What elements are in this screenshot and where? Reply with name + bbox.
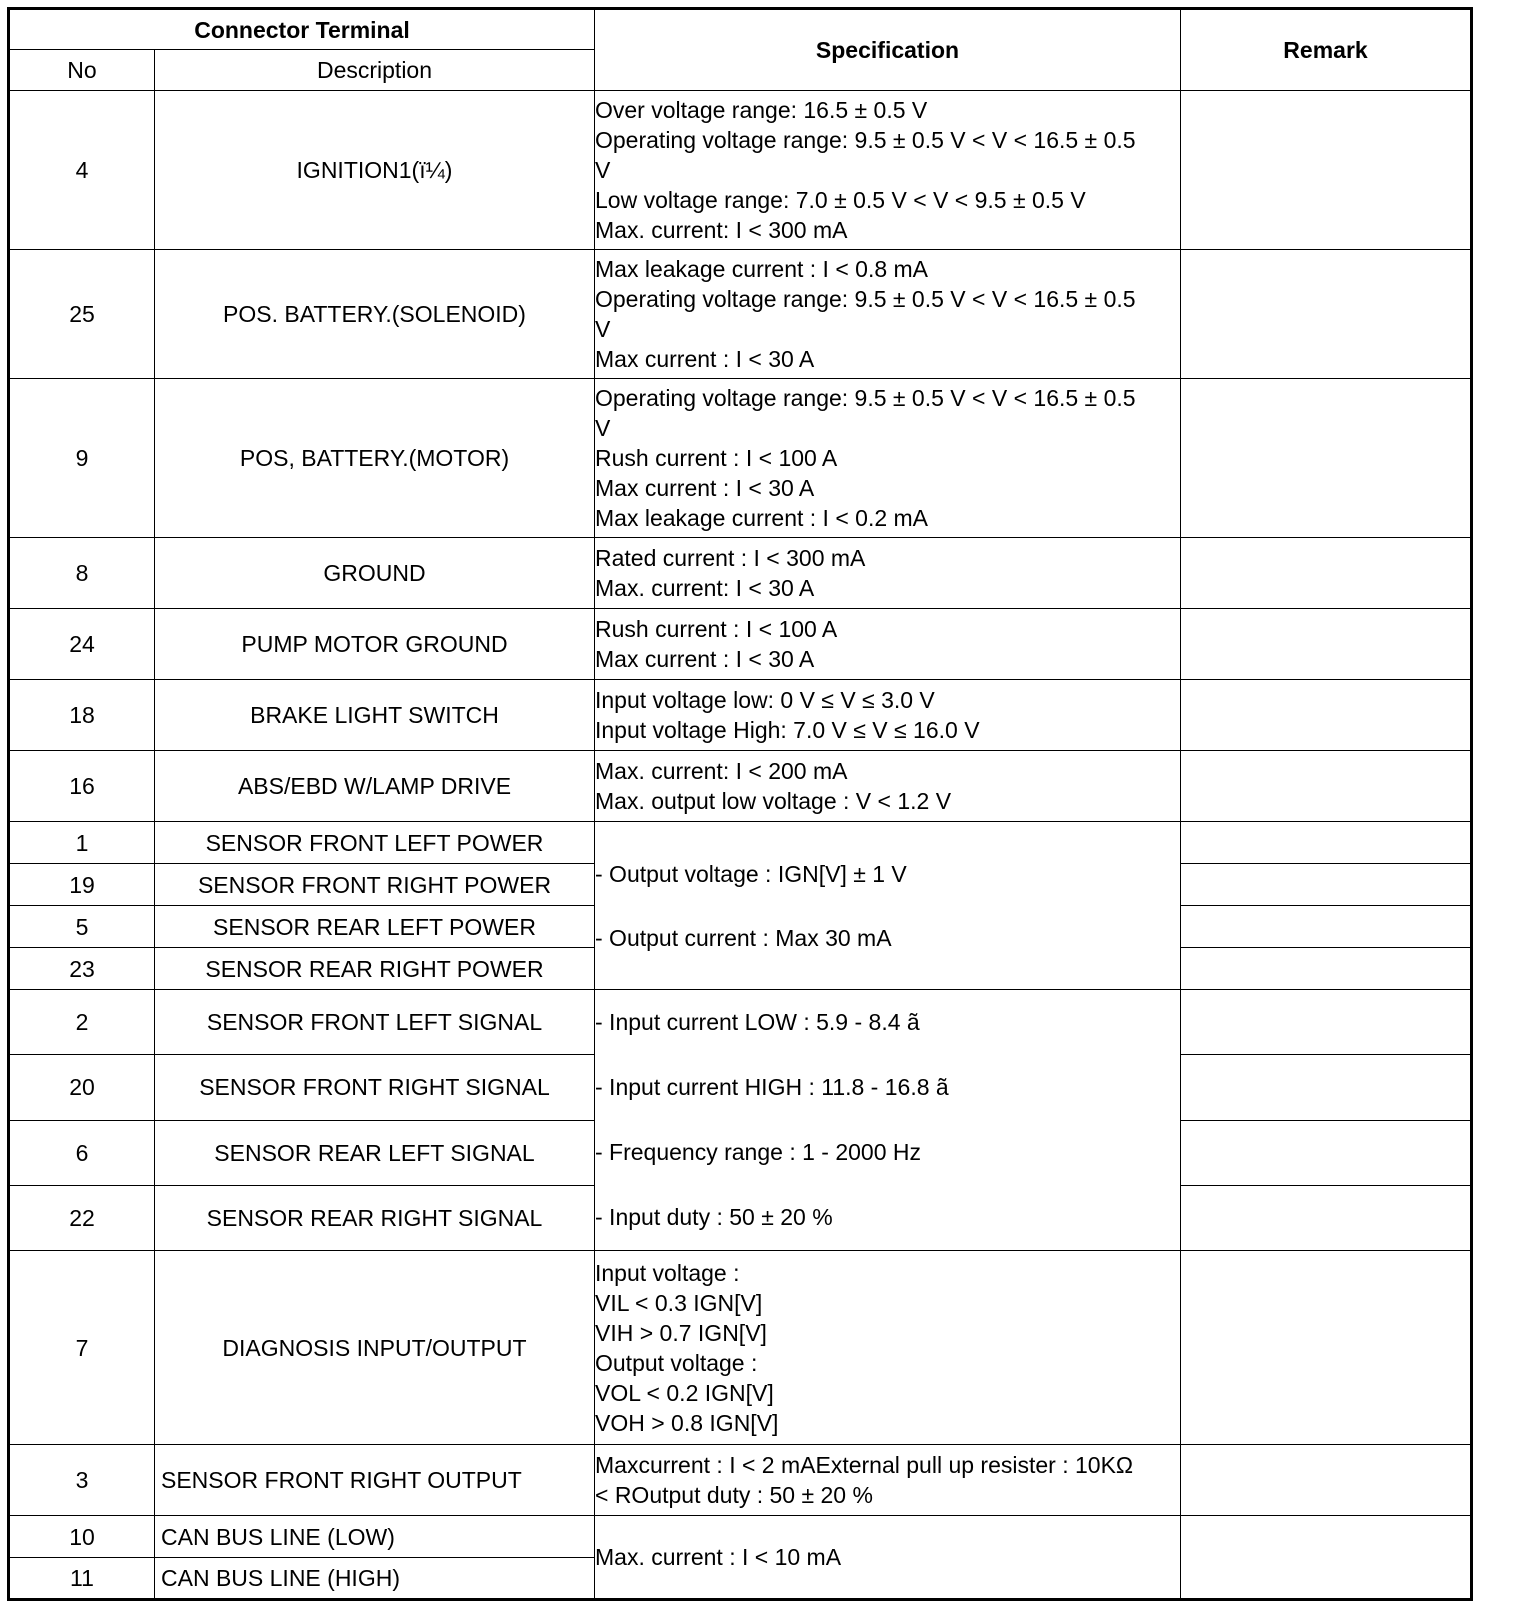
terminal-no: 20 [9,1055,155,1120]
terminal-description: SENSOR REAR RIGHT SIGNAL [155,1185,595,1250]
terminal-description: CAN BUS LINE (HIGH) [155,1558,595,1600]
remark-cell [1181,1185,1472,1250]
no-header: No [9,50,155,91]
remark-cell [1181,906,1472,948]
remark-cell [1181,680,1472,751]
terminal-no: 19 [9,864,155,906]
table-row [9,1445,1472,1516]
spec-line: - Output current : Max 30 mA [595,924,892,951]
spec-line: Max. current: I < 200 mA [595,758,848,784]
remark-cell [1181,948,1472,990]
remark-cell [1181,1516,1472,1600]
spec-line: Maxcurrent : I < 2 mAExternal pull up resister : 10KΩ [595,1452,1134,1478]
specification-cell [595,751,1181,822]
remark-cell [1181,1120,1472,1185]
remark-cell [1181,1445,1472,1516]
spec-line: - Input current LOW : 5.9 - 8.4 ã [595,1009,920,1035]
spec-line: Rush current : I < 100 A [595,616,838,642]
table-row [9,250,1472,379]
table-row [9,680,1472,751]
connector-spec-table [7,7,1473,1601]
spec-line: < ROutput duty : 50 ± 20 % [595,1482,873,1508]
terminal-no: 22 [9,1185,155,1250]
spec-line: Max. output low voltage : V < 1.2 V [595,788,952,814]
spec-line: VOH > 0.8 IGN[V] [595,1409,779,1436]
header-row-top [9,9,1472,50]
table-row [9,379,1472,538]
terminal-no: 1 [9,822,155,864]
spec-line: - Frequency range : 1 - 2000 Hz [595,1139,921,1165]
spec-line: Max. current: I < 300 mA [595,217,848,243]
spec-line: VIH > 0.7 IGN[V] [595,1319,767,1346]
remark-cell [1181,538,1472,609]
spec-line: VIL < 0.3 IGN[V] [595,1289,763,1316]
spec-line: Max. current: I < 30 A [595,575,815,601]
terminal-description: SENSOR FRONT RIGHT POWER [155,864,595,906]
terminal-description: SENSOR REAR RIGHT POWER [155,948,595,990]
terminal-description: POS, BATTERY.(MOTOR) [155,379,595,538]
terminal-no: 8 [9,538,155,609]
remark-cell [1181,1055,1472,1120]
table-row [9,1516,1472,1558]
terminal-description: SENSOR FRONT LEFT POWER [155,822,595,864]
spec-line: Max current : I < 30 A [595,346,815,372]
spec-line: - Output voltage : IGN[V] ± 1 V [595,860,907,887]
terminal-no: 10 [9,1516,155,1558]
remark-cell [1181,822,1472,864]
spec-line: V [595,157,611,183]
terminal-description: BRAKE LIGHT SWITCH [155,680,595,751]
terminal-no: 7 [9,1251,155,1445]
spec-line: Input voltage low: 0 V ≤ V ≤ 3.0 V [595,687,935,713]
terminal-description: SENSOR FRONT RIGHT SIGNAL [155,1055,595,1120]
terminal-no: 6 [9,1120,155,1185]
spec-line: VOL < 0.2 IGN[V] [595,1379,774,1406]
specification-cell [595,609,1181,680]
spec-line: Max leakage current : I < 0.8 mA [595,256,929,282]
specification-cell [595,379,1181,538]
terminal-description: SENSOR REAR LEFT SIGNAL [155,1120,595,1185]
remark-cell [1181,609,1472,680]
terminal-description: CAN BUS LINE (LOW) [155,1516,595,1558]
spec-line: Over voltage range: 16.5 ± 0.5 V [595,97,928,123]
spec-line: V [595,415,611,441]
spec-line: Operating voltage range: 9.5 ± 0.5 V < V < 16.5 ± 0.5 [595,127,1136,153]
remark-header: Remark [1181,9,1472,91]
spec-line: V [595,316,611,342]
spec-line: Input voltage High: 7.0 V ≤ V ≤ 16.0 V [595,717,980,743]
remark-cell [1181,990,1472,1055]
spec-line: Rush current : I < 100 A [595,445,838,471]
terminal-description: ABS/EBD W/LAMP DRIVE [155,751,595,822]
spec-line: - Input duty : 50 ± 20 % [595,1204,833,1230]
terminal-no: 4 [9,91,155,250]
table-row [9,609,1472,680]
spec-line: - Input current HIGH : 11.8 - 16.8 ã [595,1074,949,1100]
terminal-description: DIAGNOSIS INPUT/OUTPUT [155,1251,595,1445]
spec-line: Rated current : I < 300 mA [595,545,866,571]
spec-line: Max leakage current : I < 0.2 mA [595,505,929,531]
terminal-description: POS. BATTERY.(SOLENOID) [155,250,595,379]
specification-cell [595,1251,1181,1445]
terminal-description: SENSOR FRONT LEFT SIGNAL [155,990,595,1055]
spec-line: Max current : I < 30 A [595,475,815,501]
terminal-no: 5 [9,906,155,948]
terminal-description: GROUND [155,538,595,609]
terminal-no: 25 [9,250,155,379]
terminal-no: 3 [9,1445,155,1516]
terminal-description: SENSOR FRONT RIGHT OUTPUT [155,1445,595,1516]
terminal-no: 9 [9,379,155,538]
description-header: Description [155,50,595,91]
remark-cell [1181,91,1472,250]
terminal-no: 16 [9,751,155,822]
remark-cell [1181,379,1472,538]
spec-line: Max. current : I < 10 mA [595,1544,842,1570]
spec-line: Low voltage range: 7.0 ± 0.5 V < V < 9.5 ± 0.5 V [595,187,1086,213]
remark-cell [1181,751,1472,822]
terminal-description: IGNITION1(ï¼) [155,91,595,250]
terminal-no: 18 [9,680,155,751]
spec-line: Output voltage : [595,1349,758,1376]
specification-cell [595,1445,1181,1516]
spec-line: Input voltage : [595,1259,740,1286]
remark-cell [1181,250,1472,379]
terminal-no: 2 [9,990,155,1055]
spec-line: Operating voltage range: 9.5 ± 0.5 V < V < 16.5 ± 0.5 [595,385,1136,411]
spec-line: Max current : I < 30 A [595,646,815,672]
terminal-description: SENSOR REAR LEFT POWER [155,906,595,948]
table-row [9,822,1472,864]
specification-cell [595,680,1181,751]
specification-cell [595,538,1181,609]
terminal-no: 11 [9,1558,155,1600]
table-row [9,91,1472,250]
table-row [9,990,1472,1055]
specification-cell [595,91,1181,250]
remark-cell [1181,1251,1472,1445]
can-specification [595,1516,1181,1600]
spec-line: Operating voltage range: 9.5 ± 0.5 V < V < 16.5 ± 0.5 [595,286,1136,312]
terminal-description: PUMP MOTOR GROUND [155,609,595,680]
table-row [9,751,1472,822]
sensor-signal-specification [595,990,1181,1251]
terminal-no: 23 [9,948,155,990]
specification-header: Specification [595,9,1181,91]
terminal-no: 24 [9,609,155,680]
sensor-power-specification [595,822,1181,990]
table-row [9,538,1472,609]
specification-cell [595,250,1181,379]
connector-terminal-header: Connector Terminal [9,9,595,50]
remark-cell [1181,864,1472,906]
table-row [9,1251,1472,1445]
